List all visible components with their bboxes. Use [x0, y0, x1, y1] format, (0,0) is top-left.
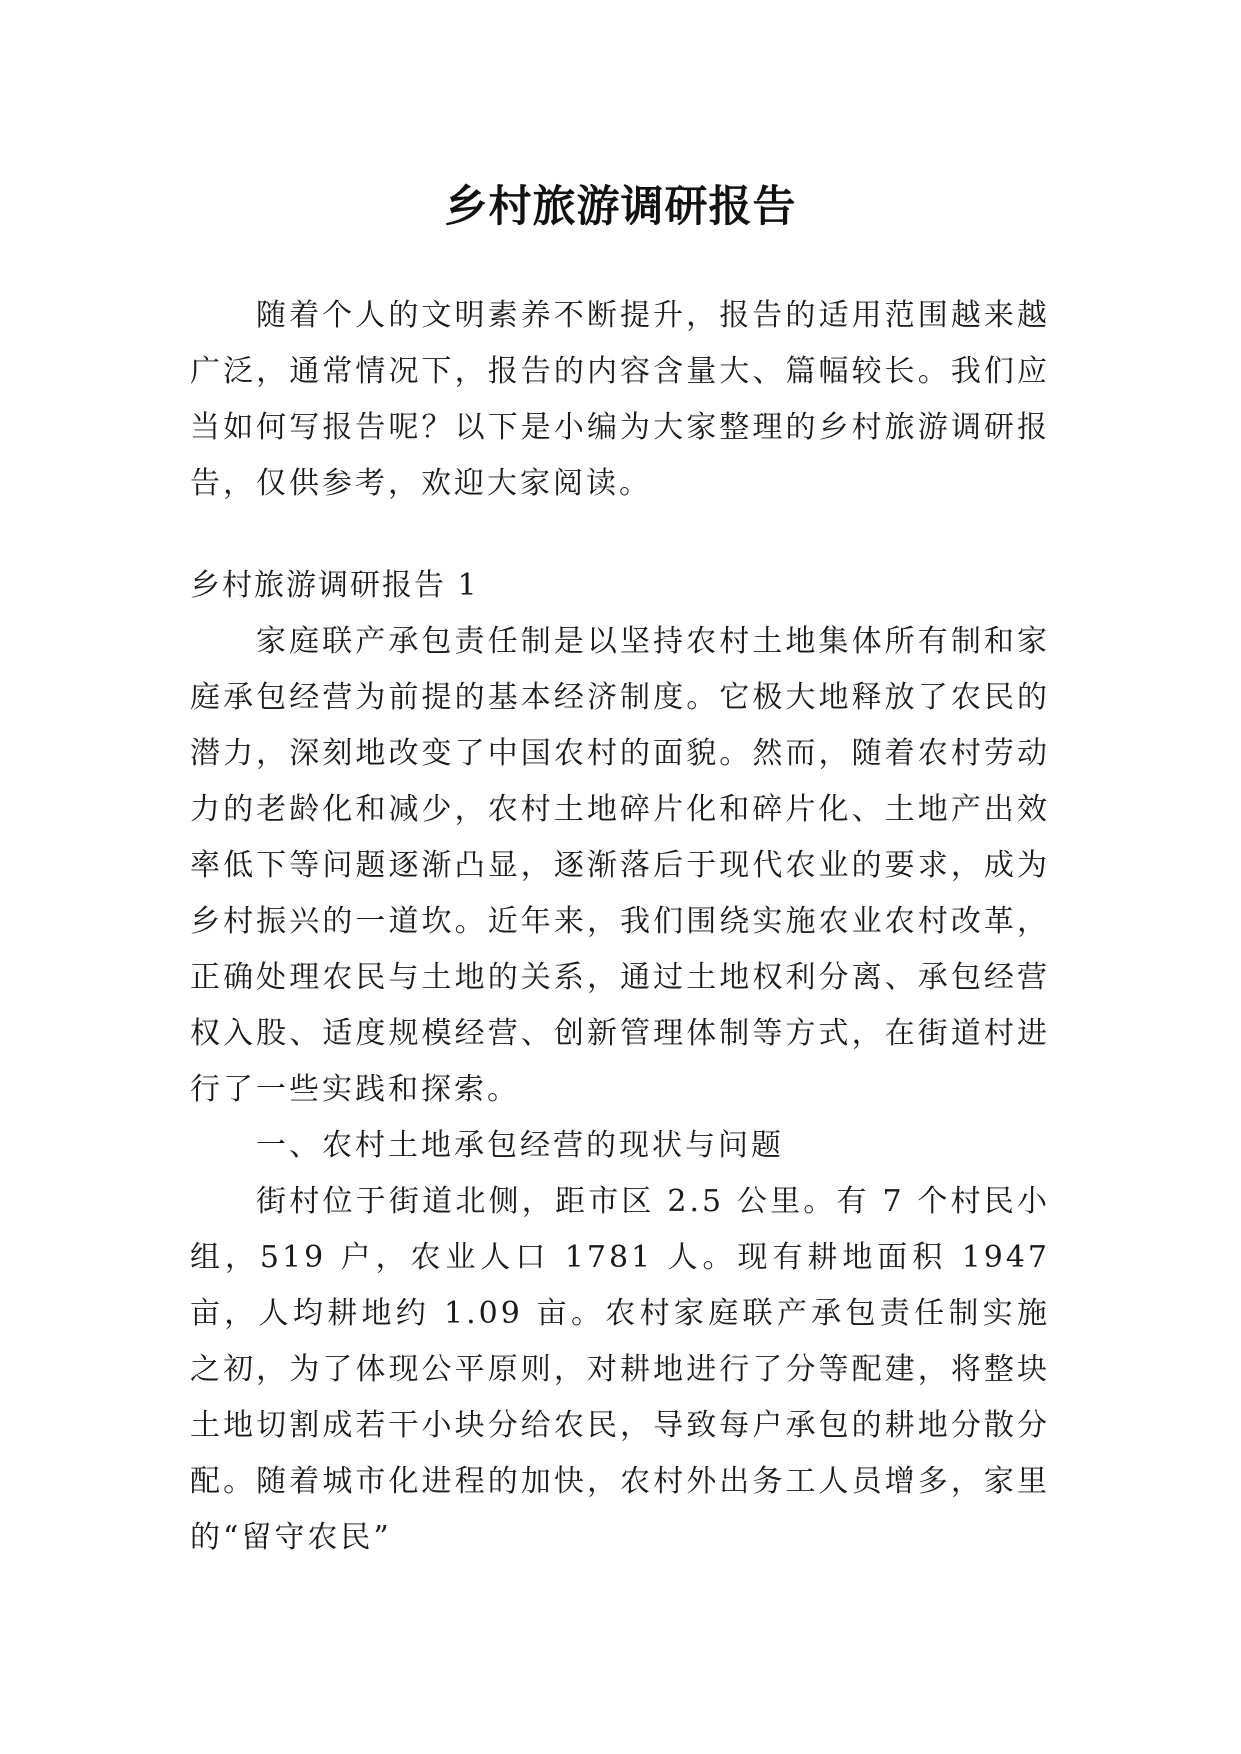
document-body	[190, 288, 1050, 1566]
body-paragraph: 街村位于街道北侧，距市区 2.5 公里。有 7 个村民小组，519 户，农业人口 1781 人。现有耕地面积 1947 亩，人均耕地约 1.09 亩。农村家庭联产承包责任制实施之初，为了体现公平原则，对耕地进行了分等配建，将整块土地切割成若干小块分给农民，导致每户承包的耕地分散分配。随着城市化进程的加快，农村外出务工人员增多，家里的“留守农民”	[190, 1184, 1050, 1555]
document-title: 乡村旅游调研报告	[444, 181, 797, 232]
body-paragraph: 家庭联产承包责任制是以坚持农村土地集体所有制和家庭承包经营为前提的基本经济制度。它极大地释放了农民的潜力，深刻地改变了中国农村的面貌。然而，随着农村劳动力的老龄化和减少，农村土地碎片化和碎片化、土地产出效率低下等问题逐渐凸显，逐渐落后于现代农业的要求，成为乡村振兴的一道坎。近年来，我们围绕实施农业农村改革，正确处理农民与土地的关系，通过土地权利分离、承包经营权入股、适度规模经营、创新管理体制等方式，在街道村进行了一些实践和探索。	[190, 624, 1050, 1107]
intro-paragraph: 随着个人的文明素养不断提升，报告的适用范围越来越广泛，通常情况下，报告的内容含量大、篇幅较长。我们应当如何写报告呢？以下是小编为大家整理的乡村旅游调研报告，仅供参考，欢迎大家阅读。	[190, 298, 1050, 501]
section-title: 乡村旅游调研报告 1	[190, 568, 479, 603]
section-heading: 一、农村土地承包经营的现状与问题	[256, 1128, 784, 1163]
